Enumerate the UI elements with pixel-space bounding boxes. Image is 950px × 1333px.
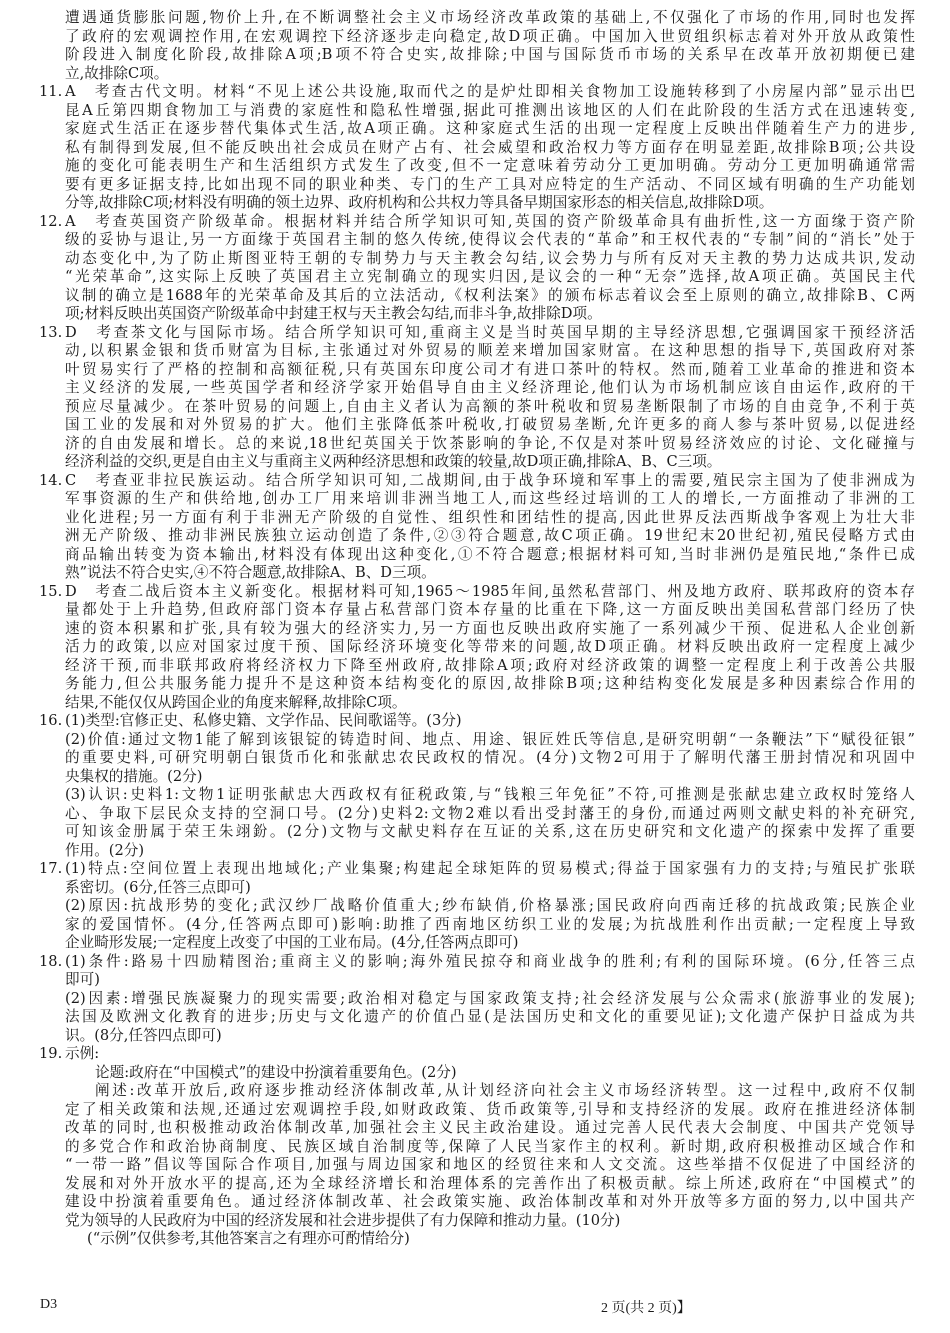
- line-text: 议制的确立是1688年的光荣革命及其后的立法活动,《权利法案》的颁布标志着议会至上原则的确立,故排除B、C两: [65, 286, 916, 304]
- text-line: [65, 490, 915, 509]
- text-line: [65, 620, 915, 639]
- text-line: [65, 287, 915, 306]
- line-text: 洲无产阶级、推动非洲民族独立运动创造了条件,②③符合题意,故C项正确。19世纪末20世纪初,殖民侵略方式由: [65, 527, 915, 544]
- line-text: 熟”说法不符合史实,④不符合题意,故排除A、B、D三项。: [65, 564, 436, 581]
- text-line: [65, 250, 915, 269]
- line-text: (1)特点:空间位置上表现出地域化;产业集聚;构建起全球矩阵的贸易模式;得益于国家强有力的支持;与殖民扩张联: [65, 860, 915, 877]
- line-text: 的重要史料,可研究明朝白银货币化和张献忠农民政权的情况。(4分)文物2可用于了解明代藩王册封情况和巩固中: [65, 749, 915, 766]
- line-text: 党为领导的人民政府为中国的经济发展和社会进步提供了有力保障和推动力量。(10分): [65, 1211, 621, 1229]
- text-line: [65, 139, 915, 158]
- text-line: [65, 46, 915, 65]
- text-line: [65, 1064, 915, 1083]
- text-line: [65, 231, 915, 250]
- text-line: [65, 897, 915, 916]
- text-line: [65, 379, 915, 398]
- line-text: 动,以积累金银和货币财富为目标,主张通过对外贸易的顺差来增加国家财富。在这种思想的指导下,英国政府对茶: [65, 342, 915, 359]
- line-text: 企业畸形发展;一定程度上改变了中国的工业布局。(4分,任答两点即可): [65, 934, 519, 951]
- text-line: [65, 9, 915, 28]
- text-line: [65, 1193, 915, 1212]
- text-line: [65, 1175, 915, 1194]
- text-line: [39, 1045, 915, 1064]
- text-line: [65, 1008, 915, 1027]
- text-line: [65, 657, 915, 676]
- question-number: 11.: [39, 83, 63, 100]
- text-line: [65, 416, 915, 435]
- footer-page-number: 2 页(共 2 页)】: [601, 1301, 691, 1316]
- text-line: [65, 842, 915, 861]
- text-line: [65, 1119, 915, 1138]
- line-text: 论题:政府在“中国模式”的建设中扮演着重要角色。(2分): [95, 1063, 457, 1081]
- question-number: 18.: [39, 952, 63, 970]
- question-number: 13.: [39, 323, 63, 341]
- text-line: [65, 342, 915, 361]
- line-text: A 考查英国资产阶级革命。根据材料并结合所学知识可知,英国的资产阶级革命具有曲折性,这一方面缘于资产阶: [65, 212, 915, 230]
- line-text: (2)价值:通过文物1能了解到该银锭的铸造时间、地点、用途、银匠姓氏等信息,是研究明朝“一条鞭法”下“赋役征银”: [65, 730, 915, 748]
- text-line: [65, 731, 915, 750]
- footer-code: D3: [40, 1297, 58, 1312]
- line-text: 要有更多证据支持,比如出现不同的职业种类、专门的生产工具对应特定的生产活动、不同区域有明确的生产功能划: [65, 175, 915, 193]
- line-text: 家的爱国情怀。(4分,任答两点即可)影响:助推了西南地区纺织工业的发展;为抗战胜利作出贡献;一定程度上导致: [65, 915, 915, 933]
- text-line: [65, 694, 915, 713]
- line-text: 阶段进入制度化阶段,故排除A项;B项不符合史实,故排除;中国与国际货币市场的关系早在改革开放初期便已建: [65, 46, 915, 63]
- line-text: D 考查茶文化与国际市场。结合所学知识可知,重商主义是当时英国早期的主导经济思想,它强调国家干预经济活: [65, 323, 915, 341]
- text-line: [65, 1082, 915, 1101]
- line-text: 作用。(2分): [65, 841, 145, 859]
- line-text: 活力的政策,以应对国家过度干预、国际经济环境变化等带来的问题,故D项正确。材料反映出政府一定程度上减少: [65, 638, 915, 655]
- text-line: [65, 361, 915, 380]
- text-line: [65, 527, 915, 546]
- text-line: [65, 1027, 915, 1046]
- line-text: (2)原因:抗战形势的变化;武汉纱厂战略价值重大;纱布缺俏,价格暴涨;国民政府向西南迁移的抗战政策;民族企业: [65, 897, 915, 914]
- line-text: 家庭式生活正在逐步替代集体式生活,故A项正确。这种家庭式生活的出现一定程度上反映出伴随着生产力的进步,: [65, 120, 915, 137]
- question-number: 12.: [39, 212, 63, 230]
- line-text: 济的自由发展和增长。总的来说,18世纪英国关于饮茶影响的争论,不仅是对茶叶贸易经济效应的讨论、文化碰撞与: [65, 434, 915, 452]
- line-text: 商品输出转变为资本输出,材料没有体现出这种变化,①不符合题意;根据材料可知,当时非洲仍是殖民地,“条件已成: [65, 545, 915, 563]
- text-line: [65, 509, 915, 528]
- text-line: [65, 546, 915, 565]
- text-line: [65, 1212, 915, 1231]
- question-number: 16.: [39, 712, 63, 729]
- line-text: 发展和对外开放水平的提高,还为全球经济增长和治理体系的完善作出了积极贡献。综上所述,政府在“中国模式”的: [65, 1174, 915, 1192]
- line-text: 业化进程;另一方面有利于非洲无产阶级的自觉性、组织性和团结性的提高,因此世界反法西斯战争客观上为壮大非: [65, 508, 915, 526]
- text-line: [65, 675, 915, 694]
- text-line: [65, 157, 915, 176]
- line-text: 国工业的发展和对外贸易的扩大。他们主张降低茶叶税收,打破贸易垄断,允许更多的商人参与茶叶贸易,以促进经: [65, 416, 915, 433]
- line-text: 法国及欧洲文化教育的进步;历史与文化遗产的价值凸显(是法国历史和文化的重要见证);文化遗产保护日益成为共: [65, 1008, 915, 1025]
- line-text: 预应尽量减少。在茶叶贸易的问题上,自由主义者认为高额的茶叶税收和贸易垄断限制了市场的自由竞争,不利于英: [65, 397, 915, 415]
- text-line: [65, 1101, 915, 1120]
- line-text: 分等,故排除C项;材料没有明确的领土边界、政府机构和公共权力等具备早期国家形态的相关信息,故排除D项。: [65, 194, 774, 211]
- text-line: [65, 768, 915, 787]
- line-text: 改革的同时,也积极推动政治体制改革,加强社会主义民主政治建设。通过完善人民代表大会制度、中国共产党领导: [65, 1119, 915, 1136]
- text-line: [65, 268, 915, 287]
- line-text: 经济利益的交织,更是自由主义与重商主义两种经济思想和政策的较量,故D项正确,排除A、B、C三项。: [65, 453, 722, 470]
- line-text: 叶贸易实行了严格的控制和高额征税,只有英国东印度公司才有进口茶叶的特权。然而,随着工业革命的推进和资本: [65, 360, 915, 378]
- line-text: 结果,不能仅仅从跨国企业的角度来解释,故排除C项。: [65, 693, 407, 711]
- text-line: [39, 952, 915, 972]
- text-line: [65, 453, 915, 472]
- text-line: [65, 823, 915, 842]
- line-text: 建设中扮演着重要角色。通过经济体制改革、社会政策实施、政治体制改革和对外开放等多方面的努力,以中国共产: [65, 1193, 915, 1210]
- text-line: [65, 786, 915, 805]
- line-text: 军事资源的生产和供给地,创办工厂用来培训非洲当地工人,而这些经过培训的工人的增长,一方面推动了非洲的工: [65, 490, 915, 507]
- text-line: [65, 65, 915, 84]
- line-text: 示例:: [65, 1045, 100, 1062]
- text-line: [39, 212, 915, 232]
- line-text: (2)因素:增强民族凝聚力的现实需要;政治相对稳定与国家政策支持;社会经济发展与公众需求(旅游事业的发展);: [65, 989, 915, 1007]
- line-text: 昆A丘第四期食物加工与消费的家庭性和隐私性增强,据此可推测出该地区的人们在此阶段的生活方式在迅速转变,: [65, 101, 915, 119]
- line-text: 心、争取下层民众支持的空洞口号。(2分)史料2:文物2难以看出受封藩王的身份,而通过两则文献史料的补充研究,: [65, 804, 915, 822]
- line-text: C 考查亚非拉民族运动。结合所学知识可知,二战期间,由于战争环境和军事上的需要,殖民宗主国为了使非洲成为: [65, 471, 915, 489]
- line-text: 主义经济的发展,一些英国学者和经济学家开始倡导自由主义经济理论,他们认为市场机制应该自由运作,政府的干: [65, 379, 915, 396]
- line-text: 动态变化中,为了防止斯图亚特王朝的专制势力与天主教会勾结,议会势力与所有反对天主教的势力达成共识,发动: [65, 249, 915, 267]
- text-line: [39, 471, 915, 491]
- line-text: 即可): [65, 971, 100, 988]
- line-text: 可知该金册属于荣王朱翊鈖。(2分)文物与文献史料存在互证的关系,这在历史研究和文化遗产的探索中发挥了重要: [65, 823, 915, 840]
- text-line: [65, 176, 915, 195]
- text-line: [65, 305, 915, 324]
- text-line: [65, 1156, 915, 1175]
- text-line: [39, 860, 915, 879]
- text-line: [65, 916, 915, 935]
- text-line: [65, 805, 915, 824]
- line-text: 务能力,但公共服务能力提升不是这种资本结构变化的原因,故排除B项;这种结构变化发展是多种因素综合作用的: [65, 675, 915, 692]
- line-text: 阐述:改革开放后,政府逐步推动经济体制改革,从计划经济向社会主义市场经济转型。这一过程中,政府不仅制: [95, 1082, 915, 1099]
- text-line: [65, 971, 915, 990]
- line-text: “光荣革命”,这实际上反映了英国君主立宪制确立的现实归因,是议会的一种“无奈”选择,故A项正确。英国民主代: [65, 268, 915, 285]
- text-line: [65, 934, 915, 953]
- line-text: 了政府的宏观调控作用,在宏观调控下经济逐步走向稳定,故D项正确。中国加入世贸组织标志着对外开放从政策性: [65, 27, 915, 45]
- text-line: [65, 102, 915, 121]
- line-text: (1)类型:官修正史、私修史籍、文学作品、民间歌谣等。(3分): [65, 712, 462, 729]
- question-number: 19.: [39, 1045, 63, 1062]
- text-line: [65, 601, 915, 620]
- text-line: [65, 194, 915, 213]
- text-line: [65, 749, 915, 768]
- text-line: [65, 564, 915, 583]
- text-line: [65, 28, 915, 47]
- line-text: 经济干预,而非联邦政府将经济权力下降至州政府,故排除A项;政府对经济政策的调整一定程度上利于改善公共服: [65, 656, 915, 674]
- line-text: 速的资本积累和扩张,具有较为强大的经济实力,另一方面也反映出政府实施了一系列减少干预、促进私人企业创新: [65, 619, 915, 637]
- text-line: [39, 582, 915, 602]
- line-text: 级的妥协与退让,另一方面缘于英国君主制的悠久传统,使得议会代表的“革命”和王权代表的“专制”间的“消长”处于: [65, 231, 915, 248]
- line-text: 私有制得到发展,但不能反映出社会成员在财产占有、社会威望和政治权力等方面存在明显差距,故排除B项;公共设: [65, 138, 915, 156]
- line-text: 系密切。(6分,任答三点即可): [65, 878, 251, 896]
- answer-document: [0, 9, 950, 1249]
- text-line: [65, 120, 915, 139]
- line-text: 识。(8分,任答四点即可): [65, 1026, 222, 1044]
- question-number: 15.: [39, 582, 63, 600]
- text-line: [65, 1230, 915, 1249]
- text-line: [39, 83, 915, 102]
- line-text: 项;材料反映出英国资产阶级革命中封建王权与天主教会勾结,而非斗争,故排除D项。: [65, 305, 602, 322]
- line-text: 遭遇通货膨胀问题,物价上升,在不断调整社会主义市场经济改革政策的基础上,不仅强化了市场的作用,同时也发挥: [65, 9, 915, 26]
- line-text: 定了相关政策和法规,还通过宏观调控手段,如财政政策、货币政策等,引导和支持经济的发展。政府在推进经济体制: [65, 1100, 915, 1118]
- line-text: 施的变化可能表明生产和生活组织方式发生了改变,但不一定意味着劳动分工更加明确。劳动分工更加明确通常需: [65, 157, 915, 174]
- line-text: 量都处于上升趋势,但政府部门资本存量占私营部门资本存量的比重在下降,这一方面反映出美国私营部门经历了快: [65, 601, 915, 618]
- text-line: [65, 1138, 915, 1157]
- line-text: (“示例”仅供参考,其他答案言之有理亦可酌情给分): [87, 1230, 410, 1247]
- text-line: [65, 990, 915, 1009]
- text-line: [65, 638, 915, 657]
- line-text: 央集权的措施。(2分): [65, 767, 203, 785]
- text-line: [65, 435, 915, 454]
- line-text: (3)认识:史料1:文物1证明张献忠大西政权有征税政策,与“钱粮三年免征”不符,可推测是张献忠建立政权时笼络人: [65, 786, 915, 803]
- line-text: 的多党合作和政治协商制度、民族区域自治制度等,保障了人民当家作主的权利。新时期,政府积极推动区域合作和: [65, 1137, 915, 1155]
- text-line: [39, 323, 915, 343]
- line-text: D 考查二战后资本主义新变化。根据材料可知,1965～1985年间,虽然私营部门、州及地方政府、联邦政府的资本存: [65, 582, 915, 600]
- line-text: 立,故排除C项。: [65, 64, 169, 82]
- text-line: [65, 398, 915, 417]
- text-line: [65, 879, 915, 898]
- question-number: 14.: [39, 471, 63, 489]
- line-text: A 考查古代文明。材料“不见上述公共设施,取而代之的是炉灶即相关食物加工设施转移到了小房屋内部”显示出巴: [65, 83, 915, 100]
- text-line: [39, 712, 915, 731]
- question-number: 17.: [39, 860, 63, 877]
- line-text: “一带一路”倡议等国际合作项目,加强与周边国家和地区的经贸往来和人文交流。这些举措不仅促进了中国经济的: [65, 1156, 915, 1173]
- line-text: (1)条件:路易十四励精图治;重商主义的影响;海外殖民掠夺和商业战争的胜利;有利的国际环境。(6分,任答三点: [65, 952, 915, 970]
